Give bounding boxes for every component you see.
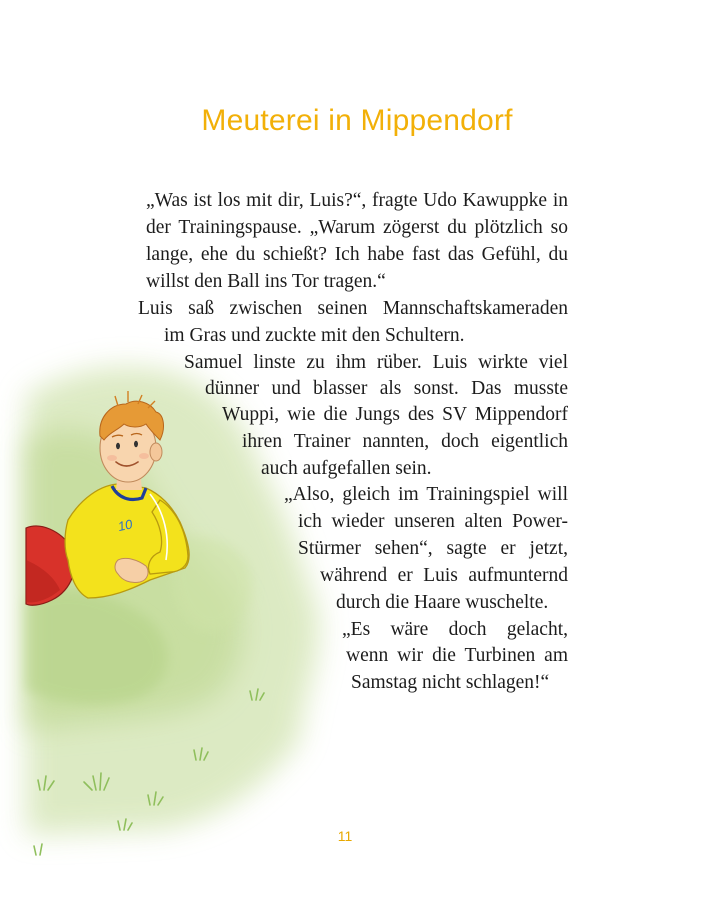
text-line: „Was ist los mit dir, Luis?“, fragte Udo Kawuppke in [146, 190, 568, 211]
text-line: Luis saß zwischen seinen Mannschaftskameraden [138, 298, 568, 319]
text-line: dünner und blasser als sonst. Das musste [205, 378, 568, 399]
text-line: „Es wäre doch gelacht, [342, 619, 568, 640]
page-number: 11 [337, 828, 353, 844]
text-line: ich wieder unseren alten Power- [298, 511, 568, 532]
text-line: willst den Ball ins Tor tragen.“ [146, 271, 386, 292]
jersey-number: 10 [116, 516, 134, 535]
text-line: im Gras und zuckte mit den Schultern. [164, 325, 465, 346]
text-line: auch aufgefallen sein. [261, 458, 432, 479]
chapter-title: Meuterei in Mippendorf [201, 104, 513, 137]
text-line: Samuel linste zu ihm rüber. Luis wirkte viel [184, 352, 568, 373]
text-line: Samstag nicht schlagen!“ [351, 672, 550, 693]
text-line: Stürmer sehen“, sagte er jetzt, [298, 538, 568, 559]
text-line: ihren Trainer nannten, doch eigentlich [242, 431, 568, 452]
text-line: Wuppi, wie die Jungs des SV Mippendorf [222, 404, 568, 425]
text-line: während er Luis aufmunternd [320, 565, 568, 586]
text-line: lange, ehe du schießt? Ich habe fast das Gefühl, du [146, 244, 568, 265]
text-line: wenn wir die Turbinen am [346, 645, 568, 666]
text-line: „Also, gleich im Trainingspiel will [284, 484, 568, 505]
text-line: der Trainingspause. „Warum zögerst du plötzlich so [146, 217, 568, 238]
text-line: durch die Haare wuschelte. [336, 592, 549, 613]
